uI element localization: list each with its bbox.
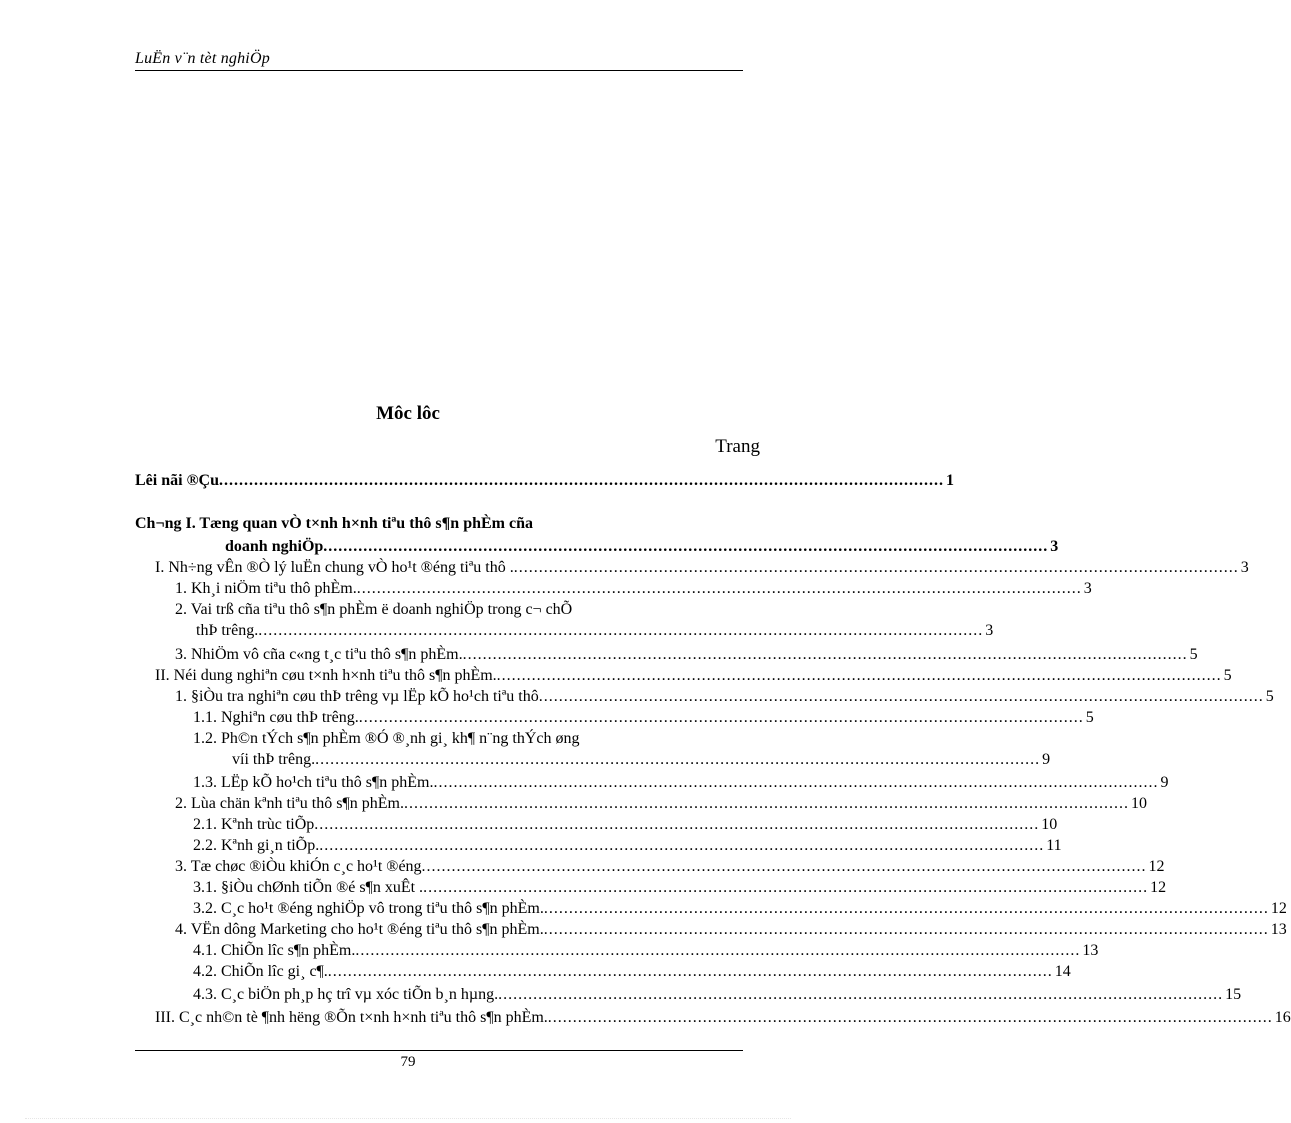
toc-entry-page: 12 xyxy=(1148,858,1165,875)
toc-entry-page: 5 xyxy=(1085,709,1094,726)
toc-entry-text: 2.1. Kªnh trùc tiÕp xyxy=(193,816,315,833)
toc-entry-text: Ch¬ng I. Tæng quan vÒ t×nh h×nh tiªu thô s¶n phÈm cña xyxy=(135,515,533,532)
toc-entry-page: 12 xyxy=(1270,900,1287,917)
toc-entry-page: 5 xyxy=(1223,667,1232,684)
toc-entry-text: Lêi nãi ®Çu xyxy=(135,472,219,489)
toc-entry-text: 3.1. §iÒu chØnh tiÕn ®é s¶n xuÊt . xyxy=(193,879,424,896)
dot-leader: ................................................................................................................................................. xyxy=(421,858,1147,875)
toc-entry-text: 1. Kh¸i niÖm tiªu thô phÈm. xyxy=(175,580,357,597)
dot-leader: ................................................................................................................................................. xyxy=(258,622,984,639)
toc-entry-page: 15 xyxy=(1225,986,1242,1003)
toc-entry-page: 12 xyxy=(1150,879,1167,896)
toc-entry-text: III. C¸c nh©n tè ¶nh hëng ®Õn t×nh h×nh tiªu thô s¶n phÈm. xyxy=(155,1009,548,1026)
page-column-label: Trang xyxy=(715,436,760,457)
dot-leader: ................................................................................................................................................. xyxy=(423,879,1149,896)
toc-entry xyxy=(175,794,1147,814)
dot-leader: ................................................................................................................................................. xyxy=(543,921,1269,938)
dot-leader: ................................................................................................................................................. xyxy=(355,942,1081,959)
toc-entry-page: 3 xyxy=(985,622,994,639)
toc-entry-page: 5 xyxy=(1189,646,1198,663)
toc-entry xyxy=(175,687,1274,707)
toc-entry-text: 4.3. C¸c biÖn ph¸p hç trî vµ xóc tiÕn b¸n hµng. xyxy=(193,986,499,1003)
toc-entry-page: 9 xyxy=(1160,774,1169,791)
toc-title: Môc lôc xyxy=(376,403,440,424)
dot-leader: ................................................................................................................................................. xyxy=(315,751,1041,768)
dot-leader: ................................................................................................................................................. xyxy=(513,559,1239,576)
dot-leader: ................................................................................................................................................. xyxy=(543,900,1269,917)
toc-entry xyxy=(175,645,1198,665)
footer-rule xyxy=(135,1050,743,1051)
toc-entry-page: 1 xyxy=(945,472,954,489)
toc-entry-page: 10 xyxy=(1130,795,1147,812)
toc-entry xyxy=(225,537,1059,557)
dot-leader: ................................................................................................................................................. xyxy=(433,774,1159,791)
running-header: LuËn v¨n tèt nghiÖp xyxy=(135,50,270,67)
toc-entry xyxy=(193,962,1071,982)
toc-entry xyxy=(193,836,1062,856)
dot-leader: ................................................................................................................................................. xyxy=(327,963,1053,980)
dot-leader: ................................................................................................................................................. xyxy=(403,795,1129,812)
toc-entry-page: 11 xyxy=(1046,837,1062,854)
dot-leader: ................................................................................................................................................. xyxy=(314,816,1040,833)
dot-leader: ................................................................................................................................................. xyxy=(496,667,1222,684)
toc-entry-text-cont: doanh nghiÖp xyxy=(225,538,324,555)
toc-entry-page: 3 xyxy=(1083,580,1092,597)
toc-entry xyxy=(135,471,954,491)
dot-leader: ................................................................................................................................................. xyxy=(538,688,1264,705)
toc-entry-text: 4.2. ChiÕn lîc gi¸ c¶. xyxy=(193,963,328,980)
toc-entry xyxy=(196,621,994,641)
toc-entry-text: 3.2. C¸c ho¹t ®éng nghiÖp vô trong tiªu thô s¶n phÈm. xyxy=(193,900,544,917)
toc-entry xyxy=(193,773,1169,793)
toc-entry xyxy=(193,815,1058,835)
toc-entry-text: II. Néi dung nghiªn cøu t×nh h×nh tiªu thô s¶n phÈm. xyxy=(155,667,497,684)
toc-entry-text: 4.1. ChiÕn lîc s¶n phÈm. xyxy=(193,942,356,959)
dot-leader: ................................................................................................................................................. xyxy=(462,646,1188,663)
toc-entry xyxy=(175,920,1287,940)
toc-entry-page: 3 xyxy=(1240,559,1249,576)
toc-entry-text: 4. VËn dông Marketing cho ho¹t ®éng tiªu thô s¶n phÈm. xyxy=(175,921,544,938)
toc-entry-text: 1.1. Nghiªn cøu thÞ trêng. xyxy=(193,709,359,726)
page-edge-dots xyxy=(25,1118,791,1119)
toc-entry-page: 10 xyxy=(1041,816,1058,833)
toc-entry xyxy=(175,857,1165,877)
toc-entry xyxy=(193,708,1094,728)
toc-entry-page: 3 xyxy=(1050,538,1059,555)
toc-entry xyxy=(175,579,1092,599)
toc-entry-text: 1.3. LËp kÕ ho¹ch tiªu thô s¶n phÈm. xyxy=(193,774,434,791)
toc-entry-text: 2. Lùa chän kªnh tiªu thô s¶n phÈm. xyxy=(175,795,404,812)
dot-leader: ................................................................................................................................................. xyxy=(547,1009,1273,1026)
dot-leader: ................................................................................................................................................. xyxy=(218,472,944,489)
toc-entry-page: 16 xyxy=(1274,1009,1291,1026)
toc-entry-text: 3. NhiÖm vô cña c«ng t¸c tiªu thô s¶n phÈm. xyxy=(175,646,463,663)
toc-entry xyxy=(193,941,1099,961)
toc-entry-text-cont: thÞ trêng. xyxy=(196,622,259,639)
toc-entry-page: 13 xyxy=(1270,921,1287,938)
toc-entry xyxy=(155,1008,1291,1028)
toc-entry-page: 9 xyxy=(1042,751,1051,768)
toc-entry xyxy=(193,878,1167,898)
toc-entry-page: 14 xyxy=(1054,963,1071,980)
toc-entry-text: 2. Vai trß cña tiªu thô s¶n phÈm ë doanh nghiÖp trong c¬ chÕ xyxy=(175,601,573,618)
toc-entry-text: 2.2. Kªnh gi¸n tiÕp. xyxy=(193,837,320,854)
dot-leader: ................................................................................................................................................. xyxy=(498,986,1224,1003)
toc-entry-text-cont: víi thÞ trêng. xyxy=(232,751,316,768)
toc-entry xyxy=(155,666,1232,686)
page-number: 79 xyxy=(400,1054,416,1070)
toc-entry-text: I. Nh÷ng vÊn ®Ò lý luËn chung vÒ ho¹t ®éng tiªu thô . xyxy=(155,559,514,576)
toc-entry-page: 5 xyxy=(1265,688,1274,705)
toc-entry xyxy=(232,750,1051,770)
dot-leader: ................................................................................................................................................. xyxy=(319,837,1045,854)
toc-entry-text: 1. §iÒu tra nghiªn cøu thÞ trêng vµ lËp kÕ ho¹ch tiªu thô xyxy=(175,688,539,705)
dot-leader: ................................................................................................................................................. xyxy=(323,538,1049,555)
dot-leader: ................................................................................................................................................. xyxy=(358,709,1084,726)
toc-entry-page: 13 xyxy=(1082,942,1099,959)
toc-entry-text: 1.2. Ph©n tÝch s¶n phÈm ®Ó ®¸nh gi¸ kh¶ n¨ng thÝch øng xyxy=(193,730,580,747)
toc-entry-text: 3. Tæ chøc ®iÒu khiÓn c¸c ho¹t ®éng xyxy=(175,858,422,875)
dot-leader: ................................................................................................................................................. xyxy=(356,580,1082,597)
toc-entry xyxy=(193,985,1242,1005)
toc-entry xyxy=(193,899,1287,919)
toc-entry xyxy=(155,558,1249,578)
